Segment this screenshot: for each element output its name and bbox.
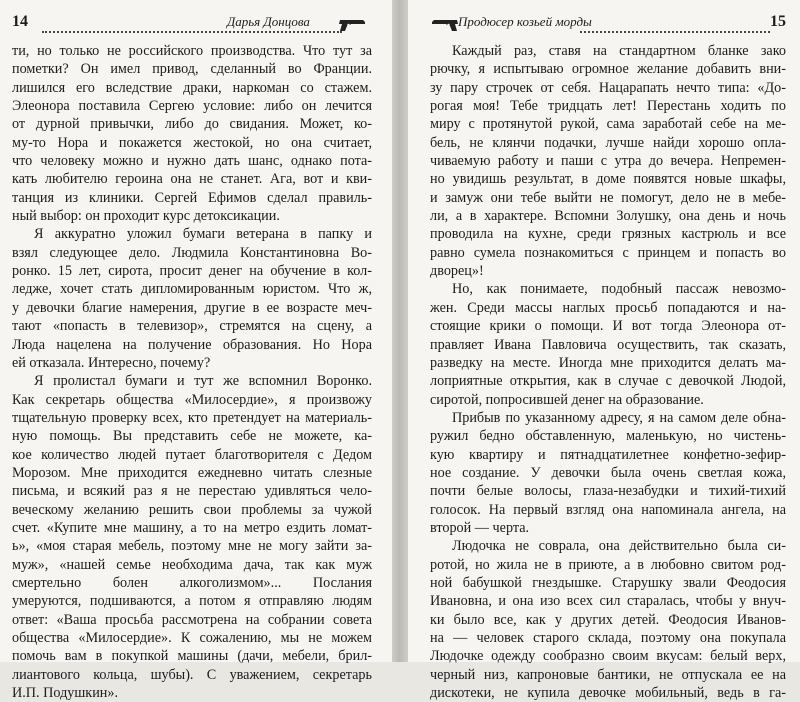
text-line: Ивановна, и она изо всех сил старалась, чтобы у внуч-	[430, 593, 786, 610]
text-line: счет. «Купите мне машину, а то на метро ездить ломат-	[12, 519, 372, 536]
text-line: жен. Среди массы наглых просьб попадаются и на-	[430, 299, 786, 316]
text-line: стоящие крики о помощи. И вот тогда Элеонора от-	[430, 318, 786, 335]
page-number: 15	[770, 13, 786, 30]
text-line: Морозом. Мне приходится ежедневно читать слезные	[12, 464, 372, 481]
text-line: му-то Нора и покажется жестокой, но она считает,	[12, 134, 372, 151]
text-line: смертельно болен алкоголизмом»... Послания	[12, 574, 372, 591]
text-line: ной бабушкой гнездышке. Старушку звали Феодосия	[430, 574, 786, 591]
text-line: Прибыв по указанному адресу, я на самом деле обна-	[452, 409, 786, 426]
left-page-header	[12, 12, 378, 34]
text-line: пометки? Он имел привод, сделанный во Франции.	[12, 61, 372, 78]
text-line: ную помощь. Вы представить себе не можете, ка-	[12, 428, 372, 445]
text-line: кое количество людей путает благотворителя с Дедом	[12, 446, 372, 463]
text-line: лишился его вследствие драки, наркоман со стажем.	[12, 79, 372, 96]
text-line: ронко. 15 лет, сирота, просит денег на обучение в кол-	[12, 263, 372, 280]
text-line: на — человек старого склада, поэтому она покупала	[430, 630, 786, 646]
text-line: ь», «моя старая мебель, поэтому мне не могу зайти за-	[12, 538, 372, 555]
text-line: Я аккуратно уложил бумаги ветерана в папку и	[34, 226, 372, 243]
text-line: общества «Милосердие». К сожалению, мы не можем	[12, 630, 372, 646]
left-page-body	[12, 42, 372, 702]
text-line: сиротой, попросившей денег на образование.	[430, 391, 704, 408]
text-line: помочь вам в покупкой машины (дачи, мебели, брил-	[12, 648, 372, 665]
text-line: от дурной привычки, либо до свидания. Может, ко-	[12, 116, 372, 133]
text-line: ли, а в характере. Вспомни Золушку, она день и ночь	[430, 208, 786, 225]
text-line: лиантового кольца, шубы). С уважением, секретарь	[12, 666, 372, 683]
text-line: Элеонора поставила Сергею условие: либо он лечится	[12, 98, 372, 115]
text-line: Людочка не соврала, она действительно была си-	[452, 538, 786, 555]
text-line: ти, но только не российского производства. Что тут за	[12, 43, 372, 59]
text-line: И.П. Подушкин».	[12, 685, 119, 702]
text-line: дворец»!	[430, 263, 484, 280]
text-line: муж», «нашей семье необходима дача, так как муж	[12, 556, 372, 573]
right-page-body	[430, 42, 786, 702]
text-line: ное создание. У девочки была очень светлая кожа,	[430, 464, 786, 481]
text-line: правляет Ивана Павловича осуществить, так сказать,	[430, 336, 786, 353]
text-line: что человеку можно и нужно дать шанс, однако пота-	[12, 153, 372, 170]
text-line: кать любителю героина она не станет. Ага, вот и кви-	[12, 171, 372, 188]
text-line: рючку, я испытываю огромное желание добавить вни-	[430, 61, 786, 78]
book-gutter	[392, 0, 408, 662]
text-line: ный выбор: он проходит курс детоксикации.	[12, 208, 280, 225]
text-line: кую квартиру и пятнадцатилетнее конфетно-зефир-	[430, 446, 786, 463]
text-line: письма, и всякий раз я не перестаю удивляться чело-	[12, 483, 372, 500]
text-line: миру с протянутой рукой, сама заработай себе на ме-	[430, 116, 786, 133]
text-line: рогая моя! Тебе тридцать лет! Перестань ходить по	[430, 98, 786, 115]
text-line: Люда нацелена на получение образования. Но Нора	[12, 336, 372, 353]
text-line: чиваемую работу и паши с утра до вечера. Непремен-	[430, 153, 786, 170]
running-title-author: Дарья Донцова	[227, 14, 310, 29]
pistol-icon	[337, 16, 367, 32]
text-line: разведку на месте. Иногда мне приходится делать ма-	[430, 354, 786, 371]
text-line: у девочки благие намерения, другие в ее возрасте меч-	[12, 299, 372, 316]
text-line: дискотеки, не купила девочке мобильный, ведь в га-	[430, 685, 786, 702]
text-line: лоприятные открытия, как в случае с девочкой Людой,	[430, 373, 786, 390]
text-line: но увидишь результат, в доме появятся новые шкафы,	[430, 171, 786, 188]
text-line: Но, как понимаете, подобный пассаж невозмо-	[452, 281, 786, 298]
text-line: танция из клиники. Сергей Ефимов сделал правиль-	[12, 189, 372, 206]
dotted-rule	[580, 31, 770, 33]
text-line: тают «попасть в телевизор», стремятся на сцену, а	[12, 318, 372, 335]
text-line: ки было все, как у других детей. Феодосия Иванов-	[430, 611, 786, 628]
right-page-header	[430, 12, 786, 34]
text-line: тщательную проверку всех, кто претендует на материаль-	[12, 409, 372, 426]
text-line: почти белые волосы, глаза-незабудки и тихий-тихий	[430, 483, 786, 500]
text-line: ледже, хочет стать дипломированным юристом. Что ж,	[12, 281, 372, 298]
text-line: ротой, но жила не в приюте, а в любовно свитом род-	[430, 556, 786, 573]
right-page	[408, 0, 800, 702]
text-line: ей отказала. Интересно, почему?	[12, 354, 211, 371]
page-number: 14	[12, 13, 28, 30]
text-line: Я пролистал бумаги и тут же вспомнил Воронко.	[34, 373, 372, 390]
text-line: второй — черта.	[430, 519, 530, 536]
dotted-rule	[42, 31, 342, 33]
text-line: Как секретарь общества «Милосердие», я произвожу	[12, 391, 372, 408]
pistol-icon	[430, 16, 460, 32]
text-line: черный низ, капроновые бантики, не отпускала ее на	[430, 666, 786, 683]
text-line: и замуж они тебе выйти не помогут, дело не в мебе-	[430, 189, 786, 206]
text-line: умеруются, подшиваются, а потом я отправляю людям	[12, 593, 372, 610]
text-line: ответ: «Ваша просьба рассмотрена на собрании совета	[12, 611, 372, 628]
text-line: голосок. На первый взгляд она напоминала ангела, на	[430, 501, 786, 518]
text-line: Людочке одежду сообразно своим вкусам: белый верх,	[430, 648, 786, 665]
text-line: веческому желанию решить свои проблемы за чужой	[12, 501, 372, 518]
text-line: ружил бедно обставленную, маленькую, но чистень-	[430, 428, 786, 445]
text-line: Каждый раз, ставя на стандартном бланке зако	[452, 43, 786, 59]
running-title-book: Продюсер козьей морды	[458, 14, 592, 29]
left-page	[0, 0, 392, 702]
text-line: зу пару строчек от себя. Нацарапать нечто типа: «До-	[430, 79, 786, 96]
text-line: равно сумела познакомиться с принцем и попасть во	[430, 244, 786, 261]
text-line: бель, не клянчи подачки, лучше найди хорошо опла-	[430, 134, 786, 151]
text-line: проводила на кухне, среди грязных кастрюль и все	[430, 226, 786, 243]
text-line: взял следующее дело. Людмила Константиновна Во-	[12, 244, 372, 261]
